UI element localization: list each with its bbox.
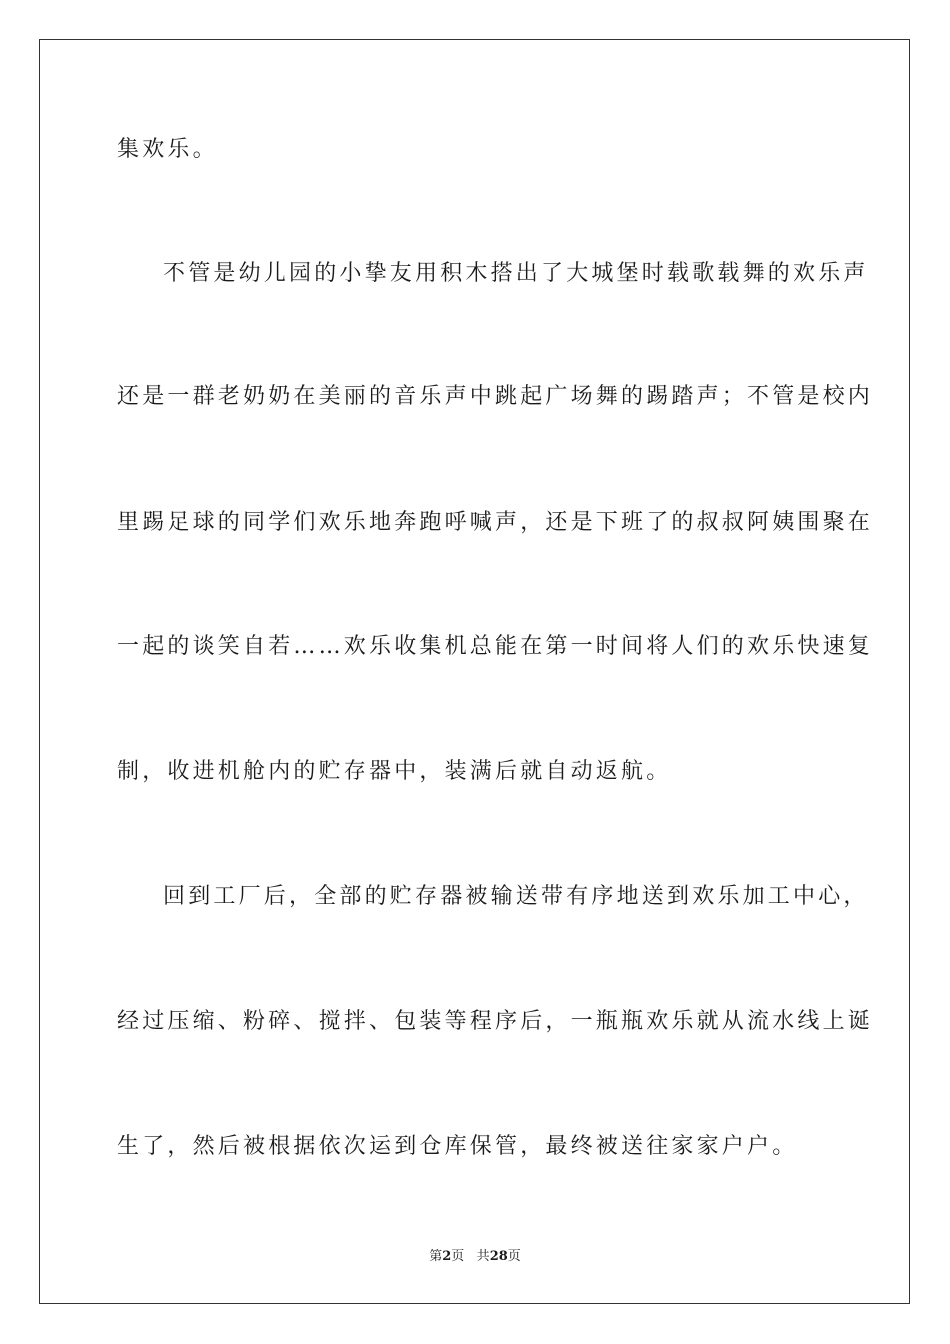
text-line: 集欢乐。: [117, 137, 218, 162]
text-line: 制，收进机舱内的贮存器中，装满后就自动返航。: [117, 759, 672, 784]
total-label-prefix: 共: [476, 1249, 490, 1264]
page-label-suffix: 页: [451, 1249, 465, 1264]
page-footer: [0, 1248, 950, 1266]
page-number: 2: [442, 1249, 452, 1264]
text-line: 里踢足球的同学们欢乐地奔跑呼喊声，还是下班了的叔叔阿姨围聚在: [117, 510, 874, 535]
text-line: 一起的谈笑自若……欢乐收集机总能在第一时间将人们的欢乐快速复: [117, 634, 874, 659]
page-label-prefix: 第: [429, 1249, 443, 1264]
text-line: 不管是幼儿园的小挚友用积木搭出了大城堡时载歌载舞的欢乐声: [163, 261, 869, 286]
total-label-suffix: 页: [507, 1249, 521, 1264]
text-line: 回到工厂后，全部的贮存器被输送带有序地送到欢乐加工中心，: [163, 884, 869, 909]
text-line: 还是一群老奶奶在美丽的音乐声中跳起广场舞的踢踏声；不管是校内: [117, 384, 874, 409]
text-line: 生了，然后被根据依次运到仓库保管，最终被送往家家户户。: [117, 1134, 798, 1159]
text-line: 经过压缩、粉碎、搅拌、包装等程序后，一瓶瓶欢乐就从流水线上诞: [117, 1009, 874, 1034]
total-pages: 28: [489, 1249, 508, 1264]
page-border: [39, 39, 910, 1304]
